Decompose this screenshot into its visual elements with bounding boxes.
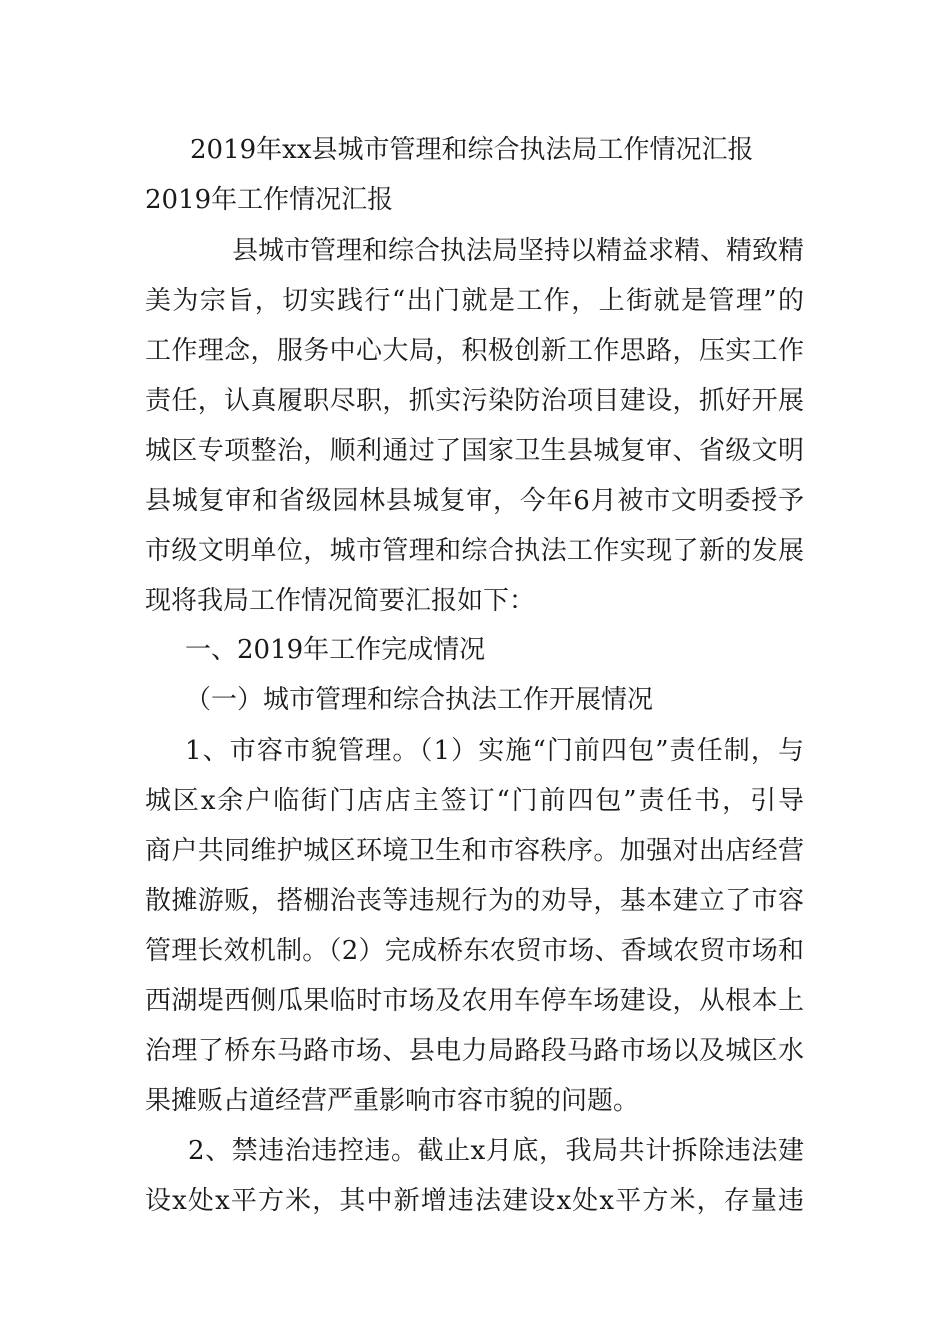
paragraph-line: 西湖堤西侧瓜果临时市场及农用车停车场建设，从根本上 <box>145 986 804 1016</box>
paragraph-line: 散摊游贩，搭棚治丧等违规行为的劝导，基本建立了市容 <box>145 886 804 916</box>
paragraph-line: 县城市管理和综合执法局坚持以精益求精、精致精 <box>232 236 805 266</box>
paragraph-line: 设x处x平方米，其中新增违法建设x处x平方米，存量违 <box>145 1186 804 1216</box>
document-title: 2019年xx县城市管理和综合执法局工作情况汇报 <box>190 135 754 165</box>
paragraph-line: 市级文明单位，城市管理和综合执法工作实现了新的发展 <box>145 536 804 566</box>
paragraph-line: 管理长效机制。（2）完成桥东农贸市场、香域农贸市场和 <box>145 936 804 966</box>
paragraph-line: 1、市容市貌管理。（1）实施“门前四包”责任制，与 <box>185 736 804 766</box>
paragraph-line: 治理了桥东马路市场、县电力局路段马路市场以及城区水 <box>145 1036 804 1066</box>
paragraph-line: 2、禁违治违控违。截止x月底，我局共计拆除违法建 <box>188 1136 804 1166</box>
paragraph-line: 城区x余户临街门店店主签订“门前四包”责任书，引导 <box>145 786 804 816</box>
paragraph-line: 工作理念，服务中心大局，积极创新工作思路，压实工作 <box>145 336 804 366</box>
paragraph-line: 县城复审和省级园林县城复审，今年6月被市文明委授予 <box>145 486 804 516</box>
paragraph-line: 城区专项整治，顺利通过了国家卫生县城复审、省级文明 <box>145 436 804 466</box>
subsection-heading: （一）城市管理和综合执法工作开展情况 <box>185 685 654 715</box>
paragraph-line: 商户共同维护城区环境卫生和市容秩序。加强对出店经营 <box>145 836 804 866</box>
section-heading: 一、2019年工作完成情况 <box>185 635 486 665</box>
paragraph-line: 责任，认真履职尽职，抓实污染防治项目建设，抓好开展 <box>145 386 804 416</box>
paragraph-line: 现将我局工作情况简要汇报如下： <box>145 586 536 616</box>
paragraph-line: 美为宗旨，切实践行“出门就是工作，上街就是管理”的 <box>145 286 804 316</box>
document-subtitle: 2019年工作情况汇报 <box>145 185 394 215</box>
paragraph-line: 果摊贩占道经营严重影响市容市貌的问题。 <box>145 1086 640 1116</box>
